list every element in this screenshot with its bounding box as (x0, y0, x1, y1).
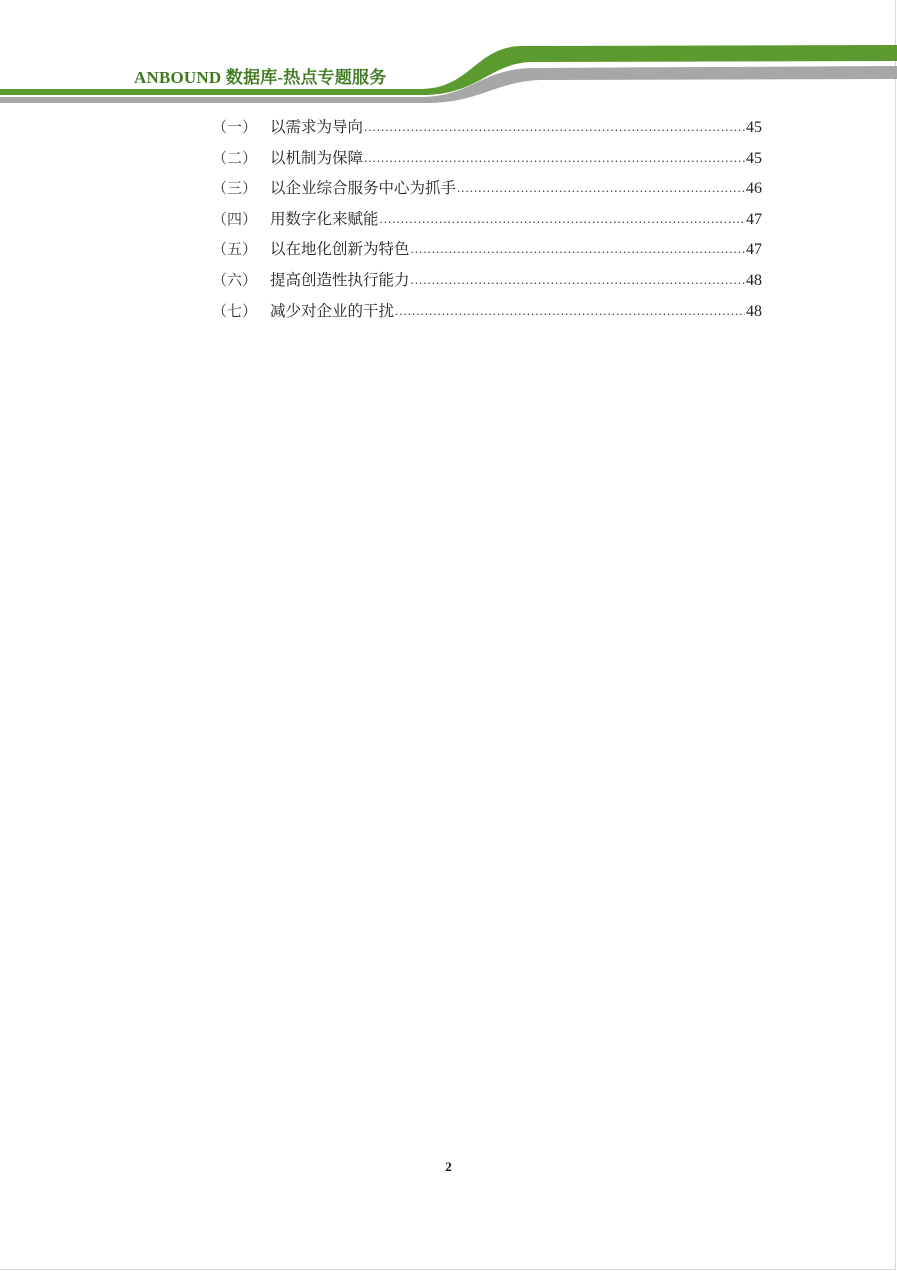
toc-title: 以需求为导向 (270, 118, 364, 136)
toc-title: 用数字化来赋能 (270, 209, 379, 228)
toc-page-number: 47 (746, 241, 762, 259)
toc-row[interactable] (212, 112, 762, 143)
toc-dot-leader (395, 296, 745, 327)
toc-title: 提高创造性执行能力 (270, 270, 410, 289)
footer-page-number: 2 (445, 1159, 452, 1174)
toc-row[interactable] (212, 296, 762, 327)
toc-page-number: 48 (746, 302, 762, 320)
toc-dot-leader (364, 112, 745, 143)
toc-page-number: 47 (746, 210, 762, 228)
toc-number: （二） (212, 148, 258, 167)
table-of-contents (212, 112, 762, 326)
header-swoosh (0, 0, 897, 110)
toc-number: （一） (212, 118, 258, 136)
toc-row[interactable] (212, 234, 762, 265)
toc-number: （三） (212, 179, 258, 198)
toc-title: 以企业综合服务中心为抓手 (270, 179, 457, 198)
toc-page-number: 46 (746, 180, 762, 198)
toc-title: 减少对企业的干扰 (270, 301, 395, 320)
toc-title: 以在地化创新为特色 (270, 240, 410, 259)
toc-row[interactable] (212, 265, 762, 296)
toc-dot-leader (411, 234, 745, 265)
toc-row[interactable] (212, 143, 762, 174)
toc-page-number: 45 (746, 149, 762, 167)
toc-number: （五） (212, 240, 258, 259)
toc-number: （四） (212, 209, 258, 228)
toc-row[interactable] (212, 173, 762, 204)
toc-page-number: 45 (746, 119, 762, 136)
toc-dot-leader (364, 143, 745, 174)
toc-number: （七） (212, 301, 258, 320)
toc-number: （六） (212, 270, 258, 289)
toc-dot-leader (380, 204, 745, 235)
header-title: ANBOUND 数据库-热点专题服务 (134, 68, 387, 87)
toc-dot-leader (457, 173, 745, 204)
toc-row[interactable] (212, 204, 762, 235)
toc-dot-leader (411, 265, 745, 296)
toc-page-number: 48 (746, 271, 762, 289)
toc-title: 以机制为保障 (270, 148, 364, 167)
